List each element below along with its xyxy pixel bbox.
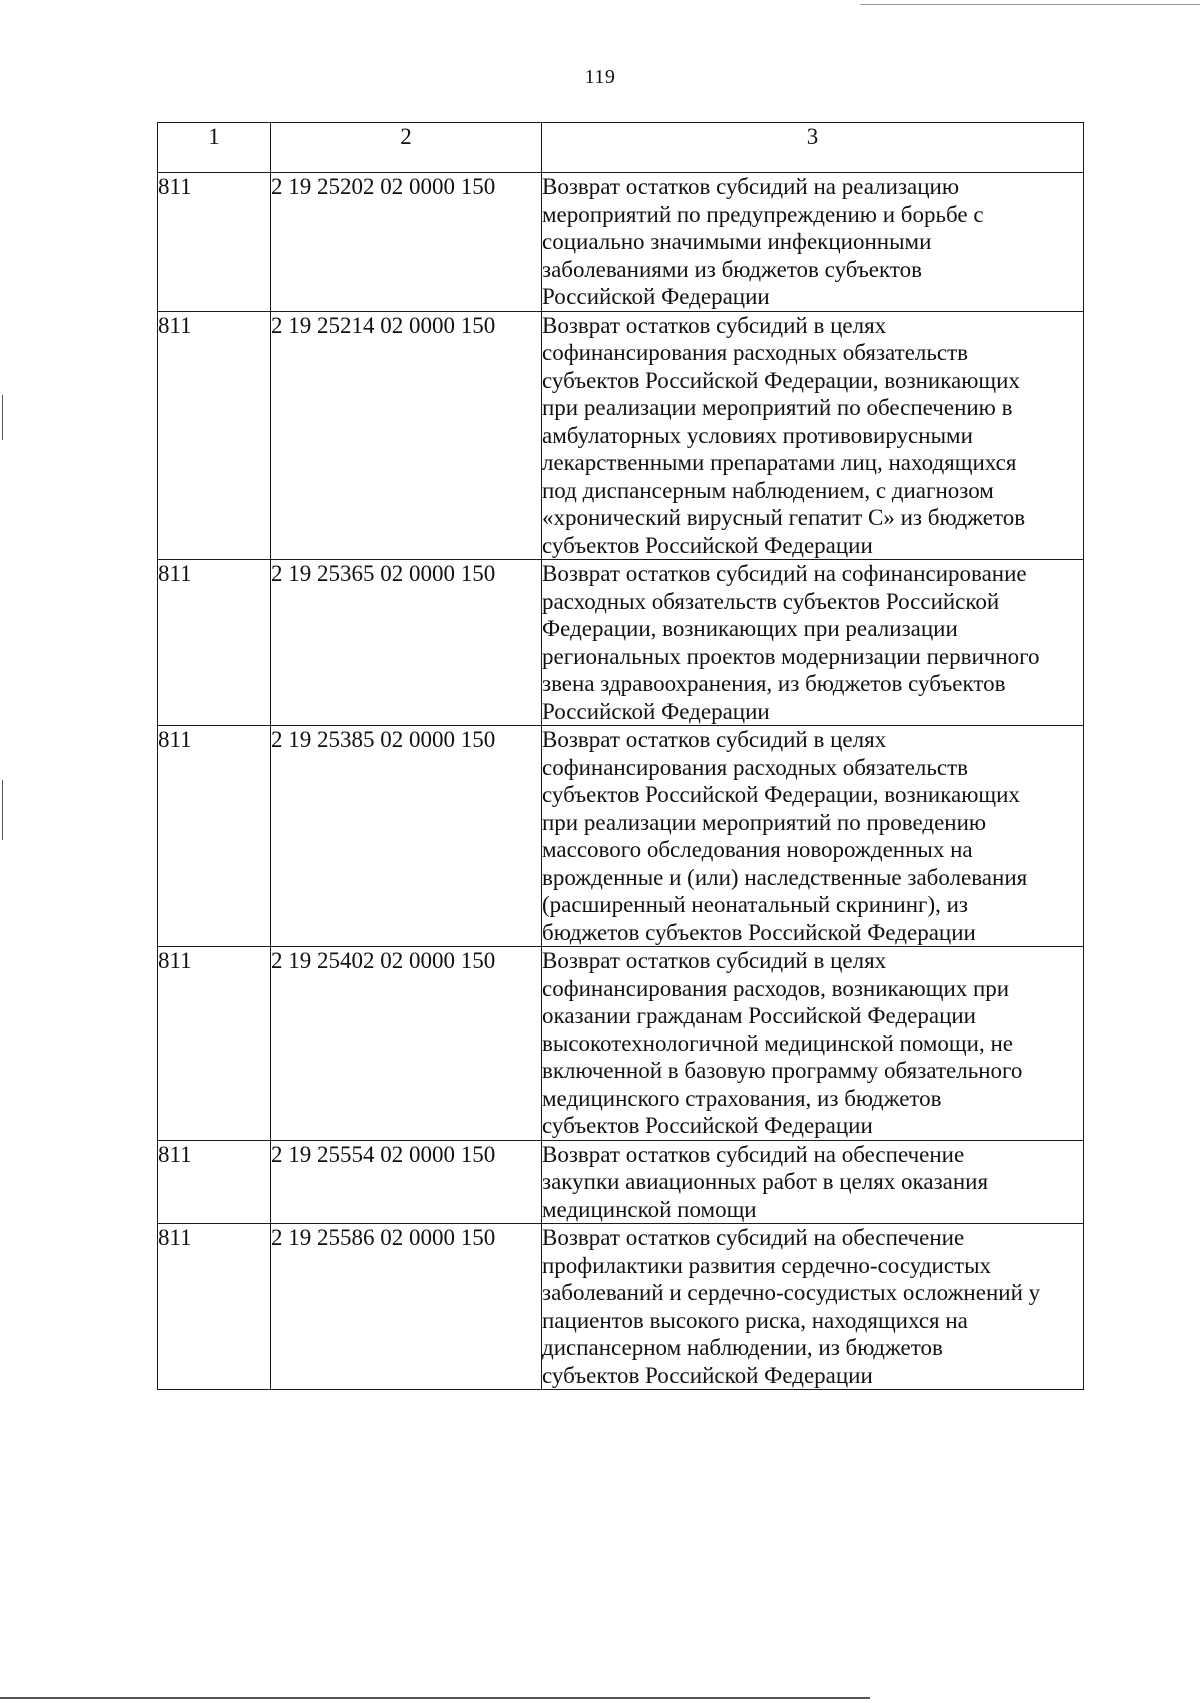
description-line: расходных обязательств субъектов Российской (542, 588, 1000, 614)
admin-code-cell: 811 (158, 1140, 271, 1224)
description-line: Российской Федерации (542, 698, 770, 724)
description-line: субъектов Российской Федерации (542, 1113, 873, 1138)
description-line: профилактики развития сердечно-сосудистых (542, 1252, 992, 1278)
description-line: Возврат остатков субсидий в целях (542, 727, 887, 752)
column-header-2: 2 (271, 123, 542, 173)
table-header-row (158, 123, 1084, 173)
description-line: Возврат остатков субсидий в целях (542, 948, 887, 973)
admin-code-cell: 811 (158, 311, 271, 560)
description-line: закупки авиационных работ в целях оказания (542, 1169, 989, 1194)
description-line: заболеваниями из бюджетов субъектов (542, 256, 922, 282)
description-line: медицинского страхования, из бюджетов (542, 1085, 942, 1111)
description-cell (542, 173, 1084, 312)
table-row (158, 726, 1084, 947)
description-line: при реализации мероприятий по обеспечению в (542, 395, 1013, 420)
description-line: субъектов Российской Федерации, возникающих (542, 367, 1020, 393)
description-line: звена здравоохранения, из бюджетов субъектов (542, 671, 1006, 696)
budget-classification-code-cell: 2 19 25402 02 0000 150 (271, 947, 542, 1141)
budget-classification-code-cell: 2 19 25214 02 0000 150 (271, 311, 542, 560)
table-row (158, 1224, 1084, 1390)
column-header-1: 1 (158, 123, 271, 173)
scan-edge-mark (2, 780, 3, 840)
scan-edge-line-top (860, 4, 1200, 5)
table-row (158, 311, 1084, 560)
table-row (158, 1140, 1084, 1224)
description-cell (542, 1140, 1084, 1224)
admin-code-cell: 811 (158, 1224, 271, 1390)
description-line: диспансерном наблюдении, из бюджетов (542, 1335, 943, 1360)
description-line: софинансирования расходных обязательств (542, 754, 969, 780)
description-line: (расширенный неонатальный скрининг), из (542, 892, 969, 917)
admin-code-cell: 811 (158, 560, 271, 726)
description-line: включенной в базовую программу обязательного (542, 1058, 1023, 1083)
description-line: «хронический вирусный гепатит С» из бюджетов (542, 505, 1026, 530)
description-cell (542, 726, 1084, 947)
description-line: заболеваний и сердечно-сосудистых осложнений у (542, 1280, 1041, 1305)
description-line: врожденные и (или) наследственные заболевания (542, 864, 1028, 890)
description-line: Федерации, возникающих при реализации (542, 616, 958, 641)
table-row (158, 173, 1084, 312)
description-line: софинансирования расходов, возникающих при (542, 975, 1010, 1001)
description-line: Возврат остатков субсидий на реализацию (542, 174, 960, 199)
description-line: Возврат остатков субсидий на софинансирование (542, 561, 1027, 586)
description-line: субъектов Российской Федерации (542, 1362, 873, 1388)
description-line: Возврат остатков субсидий в целях (542, 312, 887, 338)
budget-codes-table (157, 122, 1084, 1390)
budget-classification-code-cell: 2 19 25365 02 0000 150 (271, 560, 542, 726)
description-line: высокотехнологичной медицинской помощи, не (542, 1030, 1013, 1056)
description-cell (542, 560, 1084, 726)
description-line: Возврат остатков субсидий на обеспечение (542, 1225, 965, 1250)
description-line: амбулаторных условиях противовирусными (542, 422, 973, 448)
description-line: лекарственными препаратами лиц, находящихся (542, 450, 1017, 475)
description-line: софинансирования расходных обязательств (542, 340, 969, 365)
admin-code-cell: 811 (158, 947, 271, 1141)
description-line: региональных проектов модернизации первичного (542, 643, 1040, 669)
description-line: социально значимыми инфекционными (542, 229, 932, 254)
column-header-3: 3 (542, 123, 1084, 173)
description-line: мероприятий по предупреждению и борьбе с (542, 201, 984, 227)
table-body (158, 173, 1084, 1390)
budget-classification-code-cell: 2 19 25554 02 0000 150 (271, 1140, 542, 1224)
description-line: массового обследования новорожденных на (542, 837, 973, 862)
description-line: оказании гражданам Российской Федерации (542, 1003, 976, 1028)
description-line: Российской Федерации (542, 284, 770, 309)
description-line: субъектов Российской Федерации (542, 532, 873, 558)
description-line: при реализации мероприятий по проведению (542, 809, 987, 835)
description-line: субъектов Российской Федерации, возникающих (542, 782, 1020, 807)
admin-code-cell: 811 (158, 173, 271, 312)
scan-edge-mark (2, 395, 3, 440)
description-cell (542, 1224, 1084, 1390)
description-cell (542, 311, 1084, 560)
admin-code-cell: 811 (158, 726, 271, 947)
table-row (158, 947, 1084, 1141)
description-line: под диспансерным наблюдением, с диагнозом (542, 477, 994, 503)
page-number: 119 (584, 66, 616, 88)
budget-classification-code-cell: 2 19 25586 02 0000 150 (271, 1224, 542, 1390)
description-line: пациентов высокого риска, находящихся на (542, 1307, 968, 1333)
budget-classification-code-cell: 2 19 25202 02 0000 150 (271, 173, 542, 312)
description-cell (542, 947, 1084, 1141)
description-line: Возврат остатков субсидий на обеспечение (542, 1141, 965, 1167)
budget-classification-code-cell: 2 19 25385 02 0000 150 (271, 726, 542, 947)
table-row (158, 560, 1084, 726)
description-line: бюджетов субъектов Российской Федерации (542, 919, 976, 945)
scan-edge-line-bottom (0, 1697, 870, 1699)
description-line: медицинской помощи (542, 1196, 757, 1222)
